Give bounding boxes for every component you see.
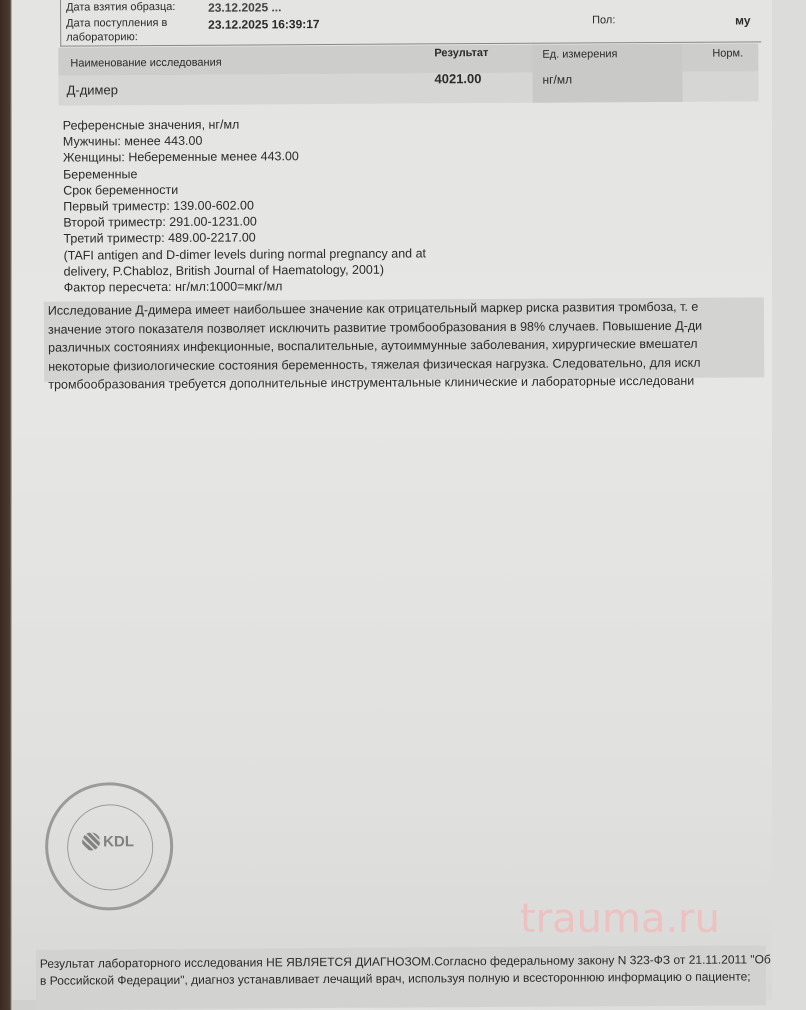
reference-line: Фактор пересчета: нг/мл:1000=мкг/мл [63, 279, 283, 295]
lab-stamp [45, 782, 174, 911]
reference-line: Женщины: Небеременные менее 443.00 [62, 149, 299, 166]
col-norm: Норм. [712, 47, 744, 60]
footer-line: Результат лабораторного исследования НЕ ЯВЛЯЕТСЯ ДИАГНОЗОМ.Согласно федеральному закону N 323-ФЗ от 21.11.2011 "Об [39, 952, 771, 971]
kdl-logo-icon [82, 832, 100, 850]
interpretation-note [44, 297, 764, 392]
test-result: 4021.00 [434, 71, 482, 87]
reference-line: Срок беременности [63, 182, 179, 198]
test-name: Д-димер [66, 82, 118, 98]
reference-line: Референсные значения, нг/мл [62, 117, 240, 133]
reference-values [63, 115, 427, 295]
reference-line: Третий триместр: 489.00-2217.00 [63, 230, 256, 247]
col-name: Наименование исследования [70, 56, 222, 70]
reference-line: Мужчины: менее 443.00 [62, 133, 203, 149]
reference-line: delivery, P.Chabloz, British Journal of Haematology, 2001) [63, 262, 385, 279]
sex-label: Пол: [592, 14, 616, 27]
received-value: 23.12.2025 16:39:17 [208, 17, 320, 32]
note-line: различных состояниях инфекционные, воспалительные, аутоиммунные заболевания, хирургические вмешател [48, 336, 698, 355]
disclaimer-footer [36, 945, 771, 1009]
received-label-2: лабораторию: [66, 31, 138, 44]
reference-line: Первый триместр: 139.00-602.00 [63, 198, 254, 214]
watermark: trauma.ru [520, 896, 720, 942]
sample-date-value: 23.12.2025 ... [208, 0, 282, 15]
reference-line: Второй триместр: 291.00-1231.00 [63, 214, 257, 230]
sample-date-label: Дата взятия образца: [66, 0, 176, 14]
reference-line: (TAFI antigen and D-dimer levels during normal pregnancy and at [63, 246, 427, 263]
note-line: тромбообразования требуется дополнительные инструментальные клинические и лабораторные исследовани [48, 373, 695, 392]
col-result: Результат [434, 47, 489, 60]
note-line: Исследование Д-димера имеет наибольшее значение как отрицательный маркер риска развития тромбоза, т. е [47, 299, 699, 318]
col-unit: Ед. измерения [542, 48, 618, 61]
received-label: Дата поступления в [66, 16, 168, 30]
kdl-logo-text: KDL [103, 833, 135, 851]
reference-line: Беременные [63, 166, 138, 182]
note-line: значение этого показателя позволяет исключить развитие тромбообразования в 98% случаев. Повышение Д-ди [47, 318, 703, 337]
note-line: некоторые физиологические состояния беременность, тяжелая физическая нагрузка. Следовательно, для искл [48, 355, 701, 374]
footer-line: в Российской Федерации", диагноз устанавливает лечащий врач, используя полную и всестороннюю информацию о пациенте; [39, 969, 751, 988]
test-unit: нг/мл [542, 72, 573, 87]
sex-value: му [735, 13, 751, 28]
